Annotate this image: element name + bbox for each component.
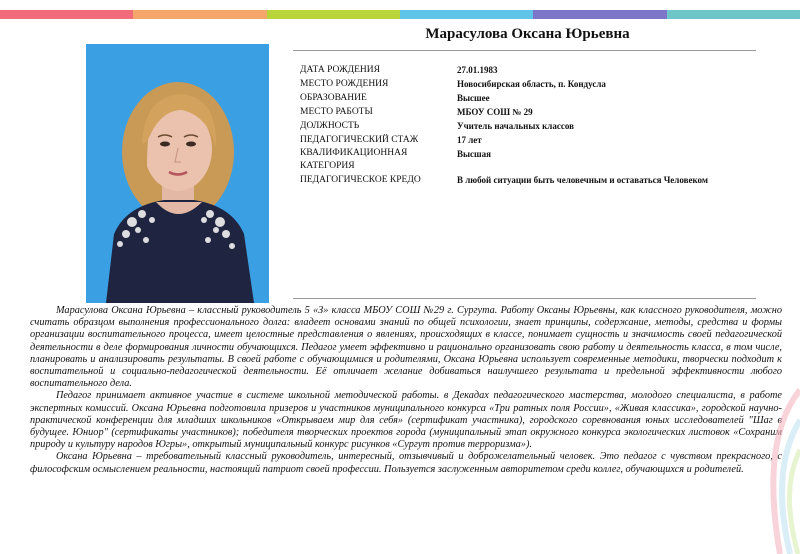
- bio-paragraph: Педагог принимает активное участие в системе школьной методической работы. в Декадах педагогического мастерства, молодого специалиста, в работе экспертных комиссий. Оксана Юрьевна подготовила призеров и участников муниципального конкурса «Три ратных поля России», «Живая классика», городской научно-практической конференции для младших школьников «Открываем мир для себя» (сертификат участника), городского соревнования юных исследователей "Шаг в будущее. Юниор" (сертификаты участников); победителя творческих проектов города (муниципальный этап окружного конкурса экологических листовок «Сохраним природу и культуру народов Югры», открытый муниципальный конкурс рисунков «Сургут против терроризма»).: [30, 390, 782, 451]
- stripe-segment-2: [133, 10, 266, 19]
- info-label: ДАТА РОЖДЕНИЯ: [300, 65, 380, 75]
- info-row-category: [300, 147, 760, 173]
- info-value: Высшее: [457, 93, 490, 103]
- info-row-education: [300, 91, 760, 105]
- info-label: ПЕДАГОГИЧЕСКИЙ СТАЖ: [300, 135, 419, 145]
- info-value: 17 лет: [457, 135, 482, 145]
- info-value: Новосибирская область, п. Кондусла: [457, 79, 606, 89]
- info-value: 27.01.1983: [457, 65, 498, 75]
- info-value: Учитель начальных классов: [457, 121, 574, 131]
- info-value: МБОУ СОШ № 29: [457, 107, 533, 117]
- divider-top: [293, 50, 756, 51]
- info-label: ДОЛЖНОСТЬ: [300, 121, 360, 131]
- stripe-segment-1: [0, 10, 133, 19]
- info-row-workplace: [300, 105, 760, 119]
- info-label: КВАЛИФИКАЦИОННАЯ КАТЕГОРИЯ: [300, 148, 408, 171]
- stripe-segment-6: [667, 10, 800, 19]
- info-label: МЕСТО РАБОТЫ: [300, 107, 373, 117]
- bio-paragraph: Марасулова Оксана Юрьевна – классный руководитель 5 «З» класса МБОУ СОШ №29 г. Сургута. Работу Оксаны Юрьевны, как классного руководителя, можно считать образцом выполнения профессионального долга: владеет основами знаний по общей психологии, знает принципы, содержание, методы, средства и формы организации воспитательного процесса, имеет целостные представления о явлениях, происходящих в классе, понимает сущность и значимость своей педагогической деятельности в деле формирования личности обучающихся. Педагог умеет эффективно и рационально организовать свою работу и деятельность класса, в том числе, планировать и анализировать результаты. В своей работе с обучающимися и родителями, Оксана Юрьевна использует современные методики, творчески подходит к воспитательной и социально-педагогической деятельности. Её отличает желание добиваться наилучшего результата и предельной эффективности любого воспитательного дела.: [30, 305, 782, 390]
- info-value: Высшая: [457, 149, 491, 159]
- stripe-segment-3: [267, 10, 400, 19]
- info-row-birthdate: [300, 63, 760, 77]
- portrait-photo: [86, 44, 269, 303]
- portrait-illustration: [86, 44, 269, 303]
- info-label: ПЕДАГОГИЧЕСКОЕ КРЕДО: [300, 175, 421, 185]
- stripe-segment-5: [533, 10, 666, 19]
- info-row-experience: [300, 133, 760, 147]
- info-label: МЕСТО РОЖДЕНИЯ: [300, 79, 389, 89]
- decorative-swoosh: [740, 380, 800, 554]
- personal-info-table: [300, 63, 760, 187]
- page-title: Марасулова Оксана Юрьевна: [425, 26, 630, 42]
- divider-bottom: [293, 298, 756, 299]
- info-row-position: [300, 119, 760, 133]
- biography-text: [30, 305, 782, 476]
- bio-paragraph: Оксана Юрьевна – требовательный классный руководитель, интересный, отзывчивый и доброжелательный человек. Это педагог с чувством прекрасного, с философским осмыслением реальности, настоящий патриот своей профессии. Пользуется заслуженным авторитетом среди коллег, обучающихся и родителей.: [30, 451, 782, 475]
- info-value: В любой ситуации быть человечным и оставаться Человеком: [457, 175, 709, 185]
- info-label: ОБРАЗОВАНИЕ: [300, 93, 367, 103]
- stripe-segment-4: [400, 10, 533, 19]
- color-stripe: [0, 10, 800, 19]
- info-row-credo: [300, 173, 760, 187]
- info-row-birthplace: [300, 77, 760, 91]
